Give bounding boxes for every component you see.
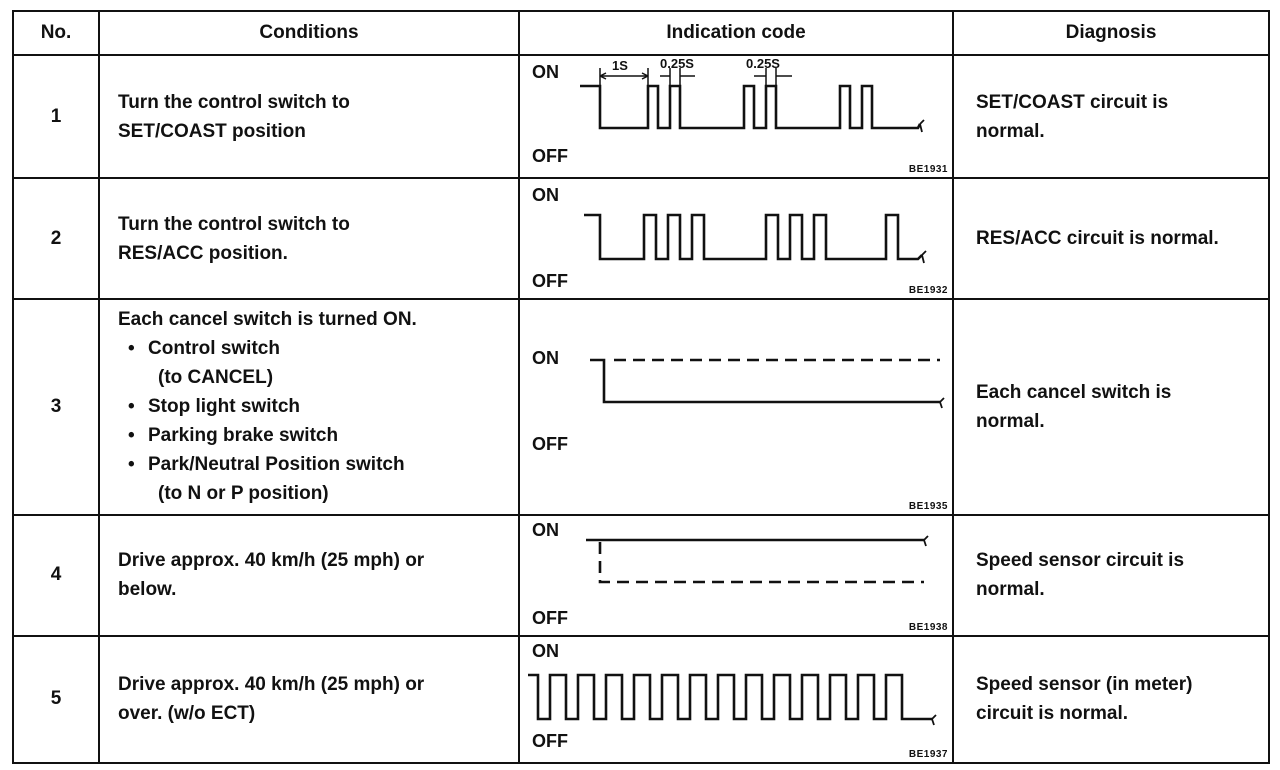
header-indication-code: Indication code <box>519 11 953 55</box>
table-row <box>13 636 1269 763</box>
table-row <box>13 178 1269 299</box>
on-label: ON <box>532 519 559 540</box>
condition-line: Drive approx. 40 km/h (25 mph) or <box>118 550 425 572</box>
off-label: OFF <box>532 146 568 166</box>
off-label: OFF <box>532 434 568 455</box>
row-conditions <box>99 515 519 636</box>
diagnosis-line: normal. <box>976 410 1045 432</box>
diagnosis-line: normal. <box>976 120 1045 142</box>
bullet-icon: • <box>128 425 135 447</box>
waveform-speed-below <box>520 516 954 636</box>
indication-cell <box>519 636 953 763</box>
off-label: OFF <box>532 271 568 292</box>
figure-code: BE1935 <box>908 500 948 512</box>
header-no: No. <box>13 11 99 55</box>
timing-025s-label: 0.25S <box>746 56 780 71</box>
diagnosis-line: Speed sensor (in meter) <box>976 674 1193 696</box>
bullet-subtext: (to CANCEL) <box>158 367 274 389</box>
condition-line: RES/ACC position. <box>118 242 288 264</box>
diagnosis-line: Speed sensor circuit is <box>976 550 1185 572</box>
bullet-item: • Park/Neutral Position switch <box>118 450 518 479</box>
header-conditions: Conditions <box>99 11 519 55</box>
waveform-cancel <box>520 300 954 512</box>
bullet-item: • Control switch <box>118 334 518 363</box>
waveform-res-acc <box>520 179 954 299</box>
row-diagnosis <box>953 55 1269 178</box>
row-conditions <box>99 178 519 299</box>
condition-line: Turn the control switch to <box>118 213 350 235</box>
table-row <box>13 55 1269 178</box>
diagnosis-table <box>12 10 1270 764</box>
diagnosis-line: SET/COAST circuit is <box>976 91 1169 113</box>
indication-cell <box>519 178 953 299</box>
on-label: ON <box>532 185 559 206</box>
off-label: OFF <box>532 607 568 628</box>
row-conditions <box>99 636 519 763</box>
row-number: 2 <box>13 178 99 299</box>
row-number: 5 <box>13 636 99 763</box>
figure-code: BE1931 <box>908 164 948 176</box>
figure-code: BE1932 <box>908 285 948 297</box>
header-diagnosis: Diagnosis <box>953 11 1269 55</box>
diagnosis-line: circuit is normal. <box>976 703 1129 725</box>
condition-line: Each cancel switch is turned ON. <box>118 309 417 331</box>
waveform-speed-over <box>520 637 954 761</box>
bullet-icon: • <box>128 396 135 418</box>
timing-025s-label: 0.25S <box>660 56 694 71</box>
condition-line: Turn the control switch to <box>118 91 350 113</box>
table-row <box>13 515 1269 636</box>
waveform-set-coast <box>520 56 954 176</box>
condition-line: below. <box>118 579 177 601</box>
row-number: 1 <box>13 55 99 178</box>
row-conditions <box>99 55 519 178</box>
on-label: ON <box>532 62 559 82</box>
indication-cell <box>519 515 953 636</box>
off-label: OFF <box>532 730 568 751</box>
diagnosis-line: RES/ACC circuit is normal. <box>976 228 1219 250</box>
diagnosis-line: normal. <box>976 579 1045 601</box>
condition-line: Drive approx. 40 km/h (25 mph) or <box>118 674 425 696</box>
row-diagnosis <box>953 515 1269 636</box>
bullet-icon: • <box>128 454 135 476</box>
bullet-item: • Parking brake switch <box>118 421 518 450</box>
bullet-item: • Stop light switch <box>118 392 518 421</box>
on-label: ON <box>532 348 559 369</box>
row-number: 3 <box>13 299 99 515</box>
figure-code: BE1938 <box>908 621 948 633</box>
row-diagnosis <box>953 299 1269 515</box>
on-label: ON <box>532 640 559 661</box>
figure-code: BE1937 <box>908 749 948 760</box>
row-diagnosis <box>953 178 1269 299</box>
table-row <box>13 299 1269 515</box>
indication-cell <box>519 55 953 178</box>
condition-line: SET/COAST position <box>118 120 306 142</box>
condition-line: over. (w/o ECT) <box>118 703 256 725</box>
bullet-icon: • <box>128 338 135 360</box>
row-number: 4 <box>13 515 99 636</box>
bullet-subtext: (to N or P position) <box>158 483 329 505</box>
timing-1s-label: 1S <box>612 58 628 73</box>
row-conditions <box>99 299 519 515</box>
row-diagnosis <box>953 636 1269 763</box>
indication-cell <box>519 299 953 515</box>
diagnosis-line: Each cancel switch is <box>976 381 1172 403</box>
header-row <box>13 11 1269 55</box>
